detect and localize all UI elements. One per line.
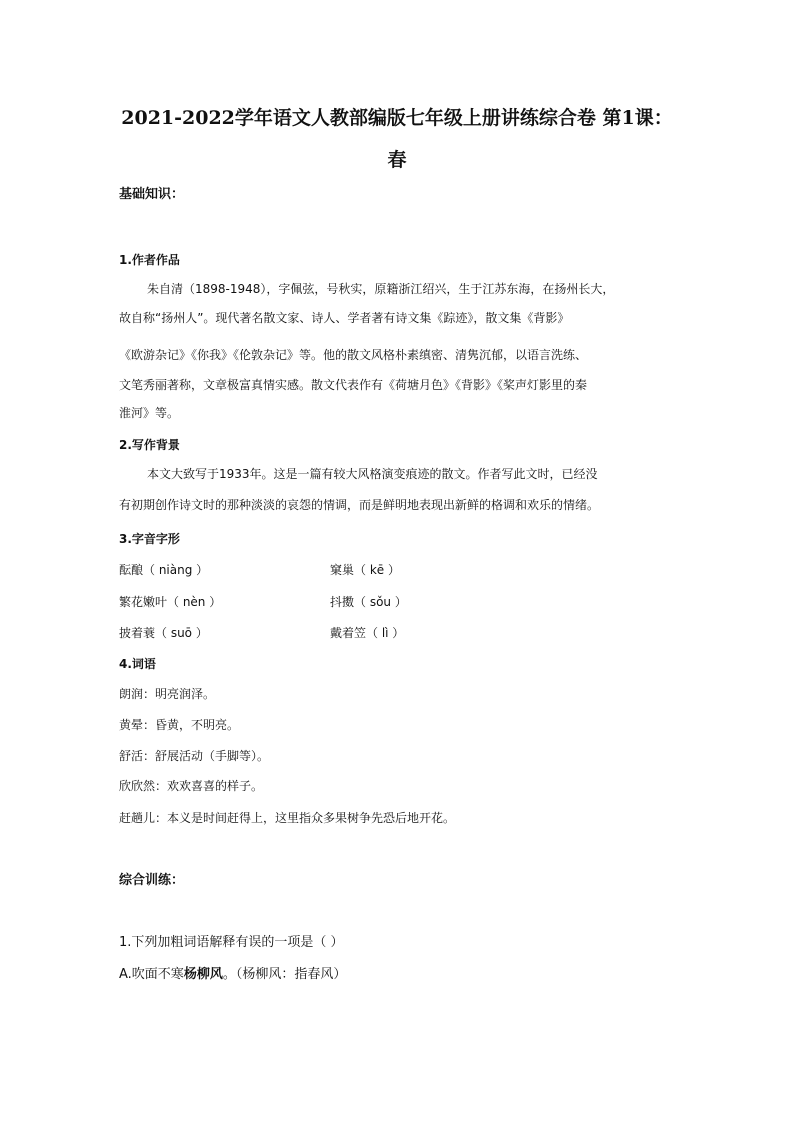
pronunciation-item: 抖擞（ sǒu ） bbox=[330, 595, 407, 609]
option-a-suffix: 。（杨柳风：指春风） bbox=[222, 967, 347, 982]
section-author-heading: 1.作者作品 bbox=[119, 253, 180, 267]
question-stem: 1.下列加粗词语解释有误的一项是（ ） bbox=[119, 935, 344, 950]
option-a-prefix: A.吹面不寒 bbox=[119, 967, 184, 982]
vocabulary-item: 赶趟儿：本义是时间赶得上，这里指众多果树争先恐后地开花。 bbox=[119, 811, 456, 825]
document-title-line2: 春 bbox=[387, 149, 407, 171]
training-heading: 综合训练： bbox=[119, 873, 185, 888]
vocabulary-item: 黄晕：昏黄，不明亮。 bbox=[119, 718, 240, 732]
section-background-line: 本文大致写于1933年。这是一篇有较大风格演变痕迹的散文。作者写此文时，已经没 bbox=[147, 467, 598, 481]
document-title-line1: 2021-2022学年语文人教部编版七年级上册讲练综合卷 第1课： bbox=[121, 107, 673, 129]
pronunciation-item: 披着蓑（ suō ） bbox=[119, 626, 208, 640]
section-background-heading: 2.写作背景 bbox=[119, 438, 180, 452]
section-author-line: 《欧游杂记》《你我》《伦敦杂记》等。他的散文风格朴素缜密、清隽沉郁，以语言洗练、 bbox=[119, 348, 588, 362]
section-vocabulary-heading: 4.词语 bbox=[119, 657, 156, 671]
vocabulary-item: 朗润：明亮润泽。 bbox=[119, 687, 216, 701]
section-background-line: 有初期创作诗文时的那种淡淡的哀怨的情调，而是鲜明地表现出新鲜的格调和欢乐的情绪。 bbox=[119, 498, 600, 512]
section-author-line: 淮河》等。 bbox=[119, 406, 180, 420]
pronunciation-item: 酝酿（ niàng ） bbox=[119, 563, 209, 577]
question-option-a bbox=[119, 966, 346, 984]
pronunciation-item: 戴着笠（ lì ） bbox=[330, 626, 405, 640]
vocabulary-item: 欣欣然：欢欢喜喜的样子。 bbox=[119, 779, 264, 793]
section-author-line: 文笔秀丽著称，文章极富真情实感。散文代表作有《荷塘月色》《背影》《桨声灯影里的秦 bbox=[119, 378, 588, 392]
option-a-bold-term: 杨柳风 bbox=[183, 967, 223, 982]
vocabulary-item: 舒活：舒展活动（手脚等）。 bbox=[119, 749, 270, 763]
basics-heading: 基础知识： bbox=[119, 187, 185, 202]
section-author-line: 朱自清（1898-1948），字佩弦，号秋实，原籍浙江绍兴，生于江苏东海，在扬州长大， bbox=[147, 282, 615, 296]
pronunciation-item: 窠巢（ kē ） bbox=[330, 563, 400, 577]
pronunciation-item: 繁花嫩叶（ nèn ） bbox=[119, 595, 222, 609]
section-author-line: 故自称“扬州人”。现代著名散文家、诗人、学者著有诗文集《踪迹》，散文集《背影》 bbox=[119, 311, 570, 325]
section-pronunciation-heading: 3.字音字形 bbox=[119, 532, 180, 546]
